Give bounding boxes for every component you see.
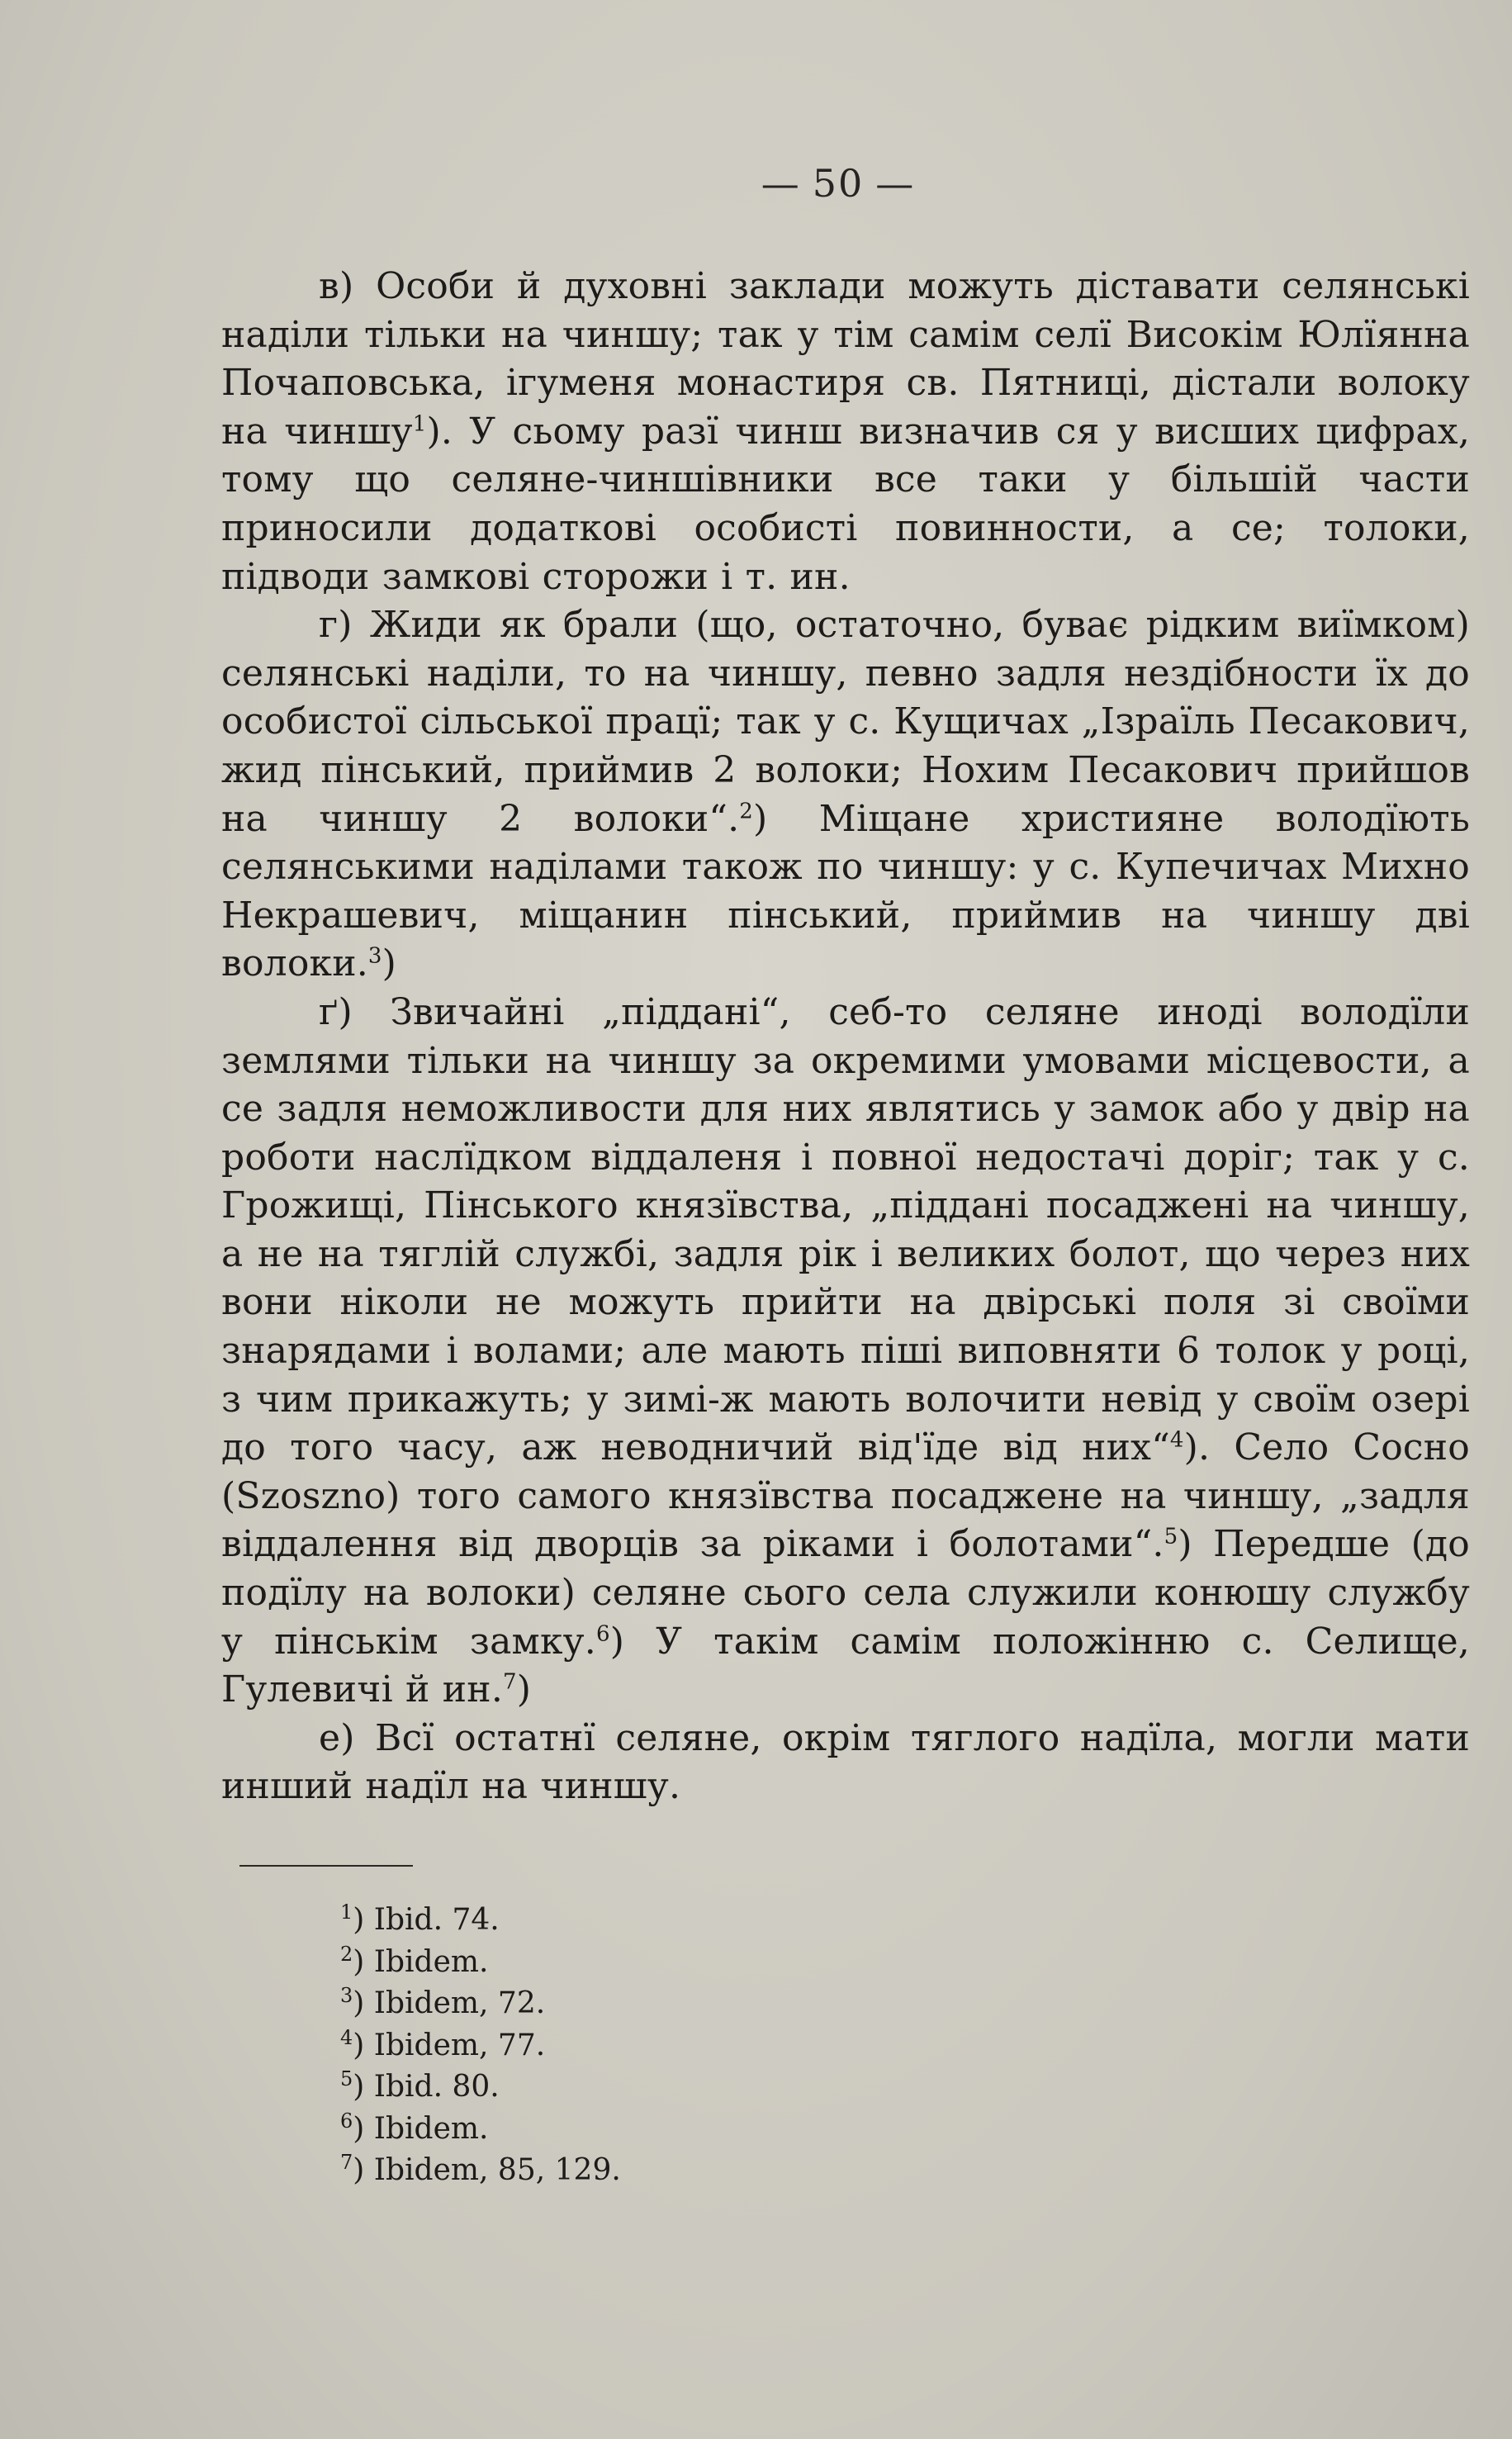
paragraph <box>221 263 1470 601</box>
footnote-mark: 6 <box>340 2109 353 2133</box>
footnote-reference: 7 <box>503 1669 517 1695</box>
footnote-reference: 4 <box>1169 1427 1184 1453</box>
footnote-mark: 7 <box>340 2151 353 2174</box>
footnote <box>340 2109 621 2151</box>
footnote-mark: 3 <box>340 1984 353 2007</box>
footnotes <box>340 1900 621 2192</box>
paragraph-text: ) Передше (до подїлу на волоки) селяне сього села служили конюшу службу у пінськім замку. <box>221 1523 1471 1663</box>
paragraph-text: ґ) Звичайні „піддані“, себ-то селяне иноді володїли землями тільки на чиншу за окремими умовами місцевости, а се задля неможливости для них являтись у замок або у двір на роботи наслїдком віддаленя і повної недостачі доріг; так у с. Грожищі, Пінського князївства, „піддані посаджені на чиншу, а не на тяглій службі, задля рік і великих болот, що через них вони ніколи не можуть прийти на двірські поля зі своїми знарядами і волами; але мають піші виповняти 6 толок у році, з чим прикажуть; у зимі-ж мають волочити невід у своїм озері до того часу, аж неводничий від'їде від них“ <box>221 990 1470 1469</box>
footnote <box>340 2150 621 2192</box>
footnote-paren: ) <box>353 2070 374 2104</box>
footnote-text: Ibid. 74. <box>373 1903 500 1937</box>
footnote-reference: 2 <box>739 798 754 823</box>
footnote-paren: ) <box>353 2111 374 2146</box>
footnote-mark: 2 <box>340 1942 353 1966</box>
footnote <box>340 1983 621 2025</box>
paragraph-text: ) У такім самім положінню с. Селище, Гулевичі й ин. <box>221 1620 1470 1711</box>
page-number-dash-left: — <box>761 161 801 206</box>
footnote <box>340 1942 621 1984</box>
footnote-reference: 6 <box>595 1620 610 1646</box>
paragraph-text: ) Міщане християне володїють селянськими наділами також по чиншу: у с. Купечичах Михно Некрашевич, міщанин пінський, приймив на чиншу дві волоки. <box>221 797 1470 985</box>
footnote-reference: 3 <box>367 943 382 969</box>
footnote-text: Ibidem. <box>373 1944 489 1979</box>
page-number-value: 50 <box>812 161 865 206</box>
footnote <box>340 2025 621 2067</box>
page-number <box>0 161 1512 206</box>
footnote-text: Ibidem, 72. <box>373 1986 546 2020</box>
footnote-separator <box>239 1865 413 1867</box>
footnote-mark: 4 <box>340 2025 353 2049</box>
footnote-paren: ) <box>353 2153 374 2187</box>
paragraph-text: г) Жиди як брали (що, остаточно, буває рідким виїмком) селянські наділи, то на чиншу, певно задля нездібности їх до особистої сільської працї; так у с. Кущичах „Ізраїль Песакович, жид пінський, приймив 2 волоки; Нохим Песакович прийшов на чиншу 2 волоки“. <box>221 604 1470 840</box>
footnote <box>340 2067 621 2109</box>
paragraph-text: е) Всї остатнї селяне, окрім тяглого надїла, могли мати инший надїл на чиншу. <box>221 1716 1470 1808</box>
paragraph-text: ). Село Сосно (Szoszno) того самого князївства посаджене на чиншу, „задля віддалення від дворців за ріками і болотами“. <box>221 1426 1470 1566</box>
footnote-text: Ibidem, 77. <box>373 2028 546 2062</box>
paragraph <box>221 1715 1470 1811</box>
paragraph <box>221 989 1470 1715</box>
footnote-paren: ) <box>353 1986 374 2020</box>
footnote-mark: 5 <box>340 2067 353 2090</box>
footnote <box>340 1900 621 1942</box>
footnote-paren: ) <box>353 1903 374 1937</box>
paragraph <box>221 601 1470 989</box>
paragraph-text: ) <box>382 942 397 985</box>
footnote-reference: 5 <box>1164 1524 1178 1549</box>
footnote-text: Ibidem. <box>373 2111 489 2146</box>
footnote-paren: ) <box>353 1944 374 1979</box>
page-number-dash-right: — <box>875 161 916 206</box>
footnote-text: Ibidem, 85, 129. <box>373 2153 621 2187</box>
paragraph-text: ) <box>516 1668 532 1711</box>
paragraph-text: ). У сьому разї чинш визначив ся у висших цифрах, тому що селяне-чиншівники все таки у більшій части приносили додаткові особисті повинности, а се; толоки, підводи замкові сторожи і т. ин. <box>221 410 1471 598</box>
footnote-reference: 1 <box>412 411 427 437</box>
footnote-paren: ) <box>353 2028 374 2062</box>
footnote-mark: 1 <box>340 1900 353 1924</box>
paragraph-text: в) Особи й духовні заклади можуть діставати селянські наділи тільки на чиншу; так у тім самім селї Високім Юлїянна Почаповська, ігуменя монастиря св. Пятниці, дістали волоку на чиншу <box>221 265 1470 453</box>
footnote-text: Ibid. 80. <box>373 2070 500 2104</box>
main-text <box>221 263 1470 1811</box>
